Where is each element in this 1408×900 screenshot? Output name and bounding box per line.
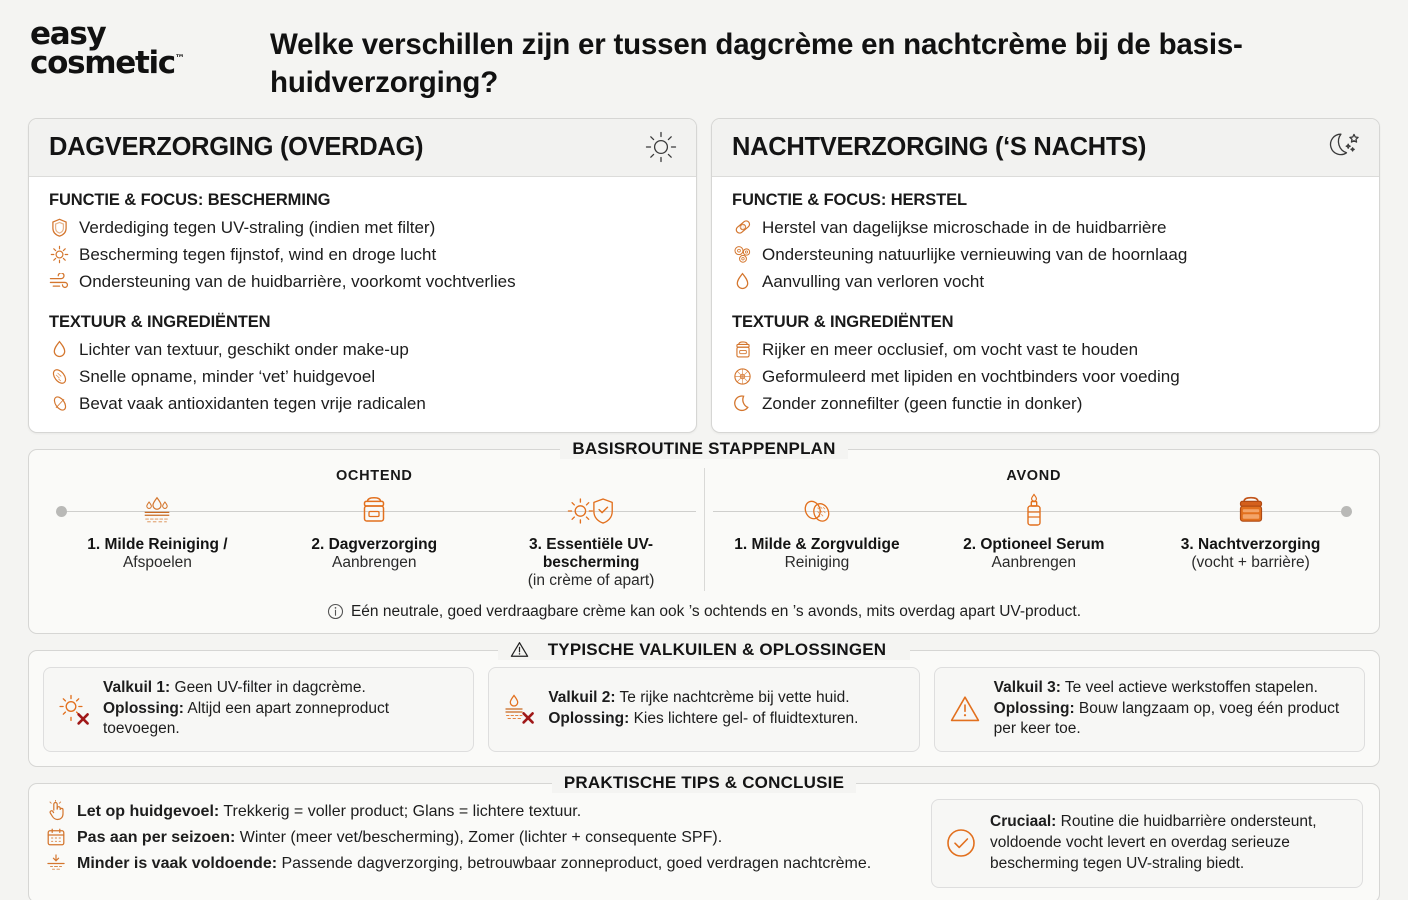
pitfall-text-3 <box>994 678 1352 740</box>
night-care-card <box>711 118 1380 433</box>
feature-text: Verdediging tegen UV-straling (indien met filter) <box>79 217 436 237</box>
page-header <box>0 0 1408 118</box>
evening-steps <box>705 491 1364 573</box>
shield-icon <box>49 216 70 239</box>
brand-line-1: easy <box>30 16 106 52</box>
tip-body: Winter (meer vet/bescherming), Zomer (lichter + consequente SPF). <box>235 828 723 846</box>
cream-jar-icon <box>732 338 753 361</box>
tips-body <box>29 784 1379 900</box>
pitfalls-list <box>29 651 1379 766</box>
pitfall-text-2 <box>548 688 858 729</box>
list-item <box>49 214 678 241</box>
day-feature-list-2 <box>49 336 678 417</box>
day-card-title: DAGVERZORGING (OVERDAG) <box>49 132 424 161</box>
routine-morning-column <box>45 468 705 591</box>
step-title: 1. Milde Reiniging / <box>87 535 228 553</box>
night-card-body <box>712 177 1379 432</box>
night-cream-jar-icon <box>1142 491 1359 531</box>
step-title: 3. Nachtverzorging <box>1180 535 1321 553</box>
night-feature-list-1 <box>732 214 1361 295</box>
list-item <box>45 799 915 825</box>
feature-text: Bevat vaak antioxidanten tegen vrije radicalen <box>79 394 426 414</box>
tips-legend <box>29 773 1379 793</box>
feature-text: Zonder zonnefilter (geen functie in donker) <box>762 394 1083 414</box>
step-subtitle: (vocht + barrière) <box>1191 554 1310 572</box>
pitfall-card-2 <box>488 667 919 752</box>
day-card-header <box>29 119 696 177</box>
pitfall-label: Valkuil 2: <box>548 689 616 707</box>
cream-jar-icon <box>266 491 483 531</box>
cells-icon <box>732 243 753 266</box>
routine-section <box>28 438 1380 634</box>
tip-text-2 <box>77 826 722 850</box>
brand-logo <box>0 14 270 81</box>
lipid-molecule-icon <box>732 365 753 388</box>
evening-step-1 <box>709 491 926 573</box>
sun-shield-icon <box>483 491 700 531</box>
brand-line-2: cosmetic <box>30 44 175 81</box>
morning-step-2 <box>266 491 483 573</box>
day-care-card <box>28 118 697 433</box>
step-title: 2. Optioneel Serum <box>963 535 1105 553</box>
sun-icon <box>644 130 678 164</box>
calendar-icon <box>45 826 67 848</box>
routine-note-text: Eén neutrale, goed verdraagbare crème kan ook ’s ochtends en ’s avonds, mits overdag apart UV-product. <box>350 602 1082 620</box>
list-item <box>732 241 1361 268</box>
feature-text: Ondersteuning van de huidbarrière, voorkomt vochtverlies <box>79 271 516 291</box>
list-item <box>732 391 1361 418</box>
feature-text: Lichter van textuur, geschikt onder make-up <box>79 339 409 359</box>
list-item <box>49 364 678 391</box>
list-item <box>45 851 915 877</box>
routine-legend-label: BASISROUTINE STAPPENPLAN <box>560 439 847 459</box>
pitfalls-legend-label: TYPISCHE VALKUILEN & OPLOSSINGEN <box>536 640 899 660</box>
list-item <box>49 391 678 418</box>
droplet-icon <box>49 338 70 361</box>
touch-hand-icon <box>45 800 67 822</box>
step-subtitle: (in crème of apart) <box>527 572 655 590</box>
list-item <box>49 336 678 363</box>
pitfall-label: Valkuil 3: <box>993 678 1061 696</box>
page-title: Welke verschillen zijn er tussen dagcrème en nachtcrème bij de basis-huidverzorging? <box>270 28 1243 100</box>
cotton-pads-icon <box>709 491 926 531</box>
routine-legend <box>29 439 1379 459</box>
day-section-2-heading: TEXTUUR & INGREDIËNTEN <box>49 313 271 332</box>
list-item <box>49 241 678 268</box>
solution-label: Oplossing: <box>103 699 184 717</box>
evening-step-2 <box>925 491 1142 573</box>
pitfall-card-3 <box>934 667 1365 752</box>
pitfalls-legend <box>29 640 1379 664</box>
list-item <box>732 268 1361 295</box>
bandage-icon <box>732 216 753 239</box>
tip-body: Passende dagverzorging, betrouwbaar zonneproduct, goed verdragen nachtcrème. <box>277 854 872 872</box>
tip-label: Let op huidgevoel: <box>77 802 220 820</box>
pitfall-problem: Te veel actieve werkstoffen stapelen. <box>1060 678 1318 696</box>
evening-label: AVOND <box>1006 467 1062 484</box>
tips-section <box>28 772 1380 900</box>
step-subtitle: Aanbrengen <box>332 554 417 572</box>
conclusion-body: Routine die huidbarrière ondersteunt, voldoende vocht levert en overdag serieuze bescherming tegen UV-straling biedt. <box>990 812 1317 873</box>
step-title: 1. Milde & Zorgvuldige <box>734 535 900 553</box>
solution-text: Kies lichtere gel- of fluidtexturen. <box>629 709 859 727</box>
tip-label: Pas aan per seizoen: <box>77 828 236 846</box>
tip-text-1 <box>77 800 581 824</box>
serum-dropper-icon <box>925 491 1142 531</box>
pitfall-problem: Geen UV-filter in dagcrème. <box>170 678 366 696</box>
morning-steps <box>45 491 704 591</box>
feature-text: Herstel van dagelijkse microschade in de huidbarrière <box>762 217 1167 237</box>
routine-body <box>29 450 1379 633</box>
list-item <box>732 214 1361 241</box>
solution-label: Oplossing: <box>993 699 1075 717</box>
feature-text: Snelle opname, minder ‘vet’ huidgevoel <box>79 367 376 386</box>
check-circle-icon <box>944 826 978 860</box>
tip-text-3 <box>77 852 871 876</box>
moon-stars-icon <box>1325 130 1361 164</box>
step-subtitle: Aanbrengen <box>991 554 1076 572</box>
step-title: 3. Essentiële UV-bescherming <box>529 535 654 572</box>
night-card-title: NACHTVERZORGING (‘S NACHTS) <box>732 132 1147 161</box>
night-card-header <box>712 119 1379 177</box>
no-sun-icon <box>56 692 92 726</box>
night-section-1-heading: FUNCTIE & FOCUS: HERSTEL <box>732 191 968 209</box>
pitfall-problem: Te rijke nachtcrème bij vette huid. <box>615 689 850 707</box>
trademark-symbol: ™ <box>174 53 185 65</box>
no-rich-cream-icon <box>501 692 537 726</box>
night-feature-list-2 <box>732 336 1361 417</box>
info-icon <box>327 603 344 620</box>
pitfall-text-1 <box>103 678 461 740</box>
list-item <box>49 268 678 295</box>
skin-hydration-icon <box>49 491 266 531</box>
tip-label: Minder is vaak voldoende: <box>77 854 278 872</box>
morning-step-3 <box>483 491 700 591</box>
conclusion-card <box>931 799 1363 888</box>
night-section-2-heading: TEXTUUR & INGREDIËNTEN <box>732 313 954 332</box>
sun-small-icon <box>49 243 70 266</box>
step-subtitle: Reiniging <box>784 554 850 572</box>
warning-triangle-icon <box>510 641 529 658</box>
feature-text: Aanvulling van verloren vocht <box>762 271 985 291</box>
evening-step-3 <box>1142 491 1359 573</box>
routine-columns <box>45 468 1363 591</box>
pitfall-card-1 <box>43 667 474 752</box>
pitfalls-section <box>28 639 1380 767</box>
feature-text: Bescherming tegen fijnstof, wind en droge lucht <box>79 244 437 264</box>
feature-text: Geformuleerd met lipiden en vochtbinders voor voeding <box>762 367 1180 386</box>
comparison-cards <box>0 118 1408 433</box>
tips-list <box>45 799 915 877</box>
day-feature-list-1 <box>49 214 678 295</box>
step-subtitle: Afspoelen <box>122 554 192 572</box>
conclusion-text <box>990 811 1348 875</box>
pitfall-label: Valkuil 1: <box>103 678 171 696</box>
feature-text: Rijker en meer occlusief, om vocht vast te houden <box>762 339 1139 359</box>
step-title: 2. Dagverzorging <box>311 535 438 553</box>
less-is-more-icon <box>45 852 67 874</box>
tip-body: Trekkerig = voller product; Glans = lichtere textuur. <box>219 802 582 820</box>
day-card-body <box>29 177 696 432</box>
list-item <box>732 364 1361 391</box>
list-item <box>45 825 915 851</box>
solution-text: Bouw langzaam op, voeg één product per keer toe. <box>993 699 1340 738</box>
solution-label: Oplossing: <box>548 709 630 727</box>
routine-evening-column <box>705 468 1364 591</box>
morning-step-1 <box>49 491 266 573</box>
solution-text: Altijd een apart zonneproduct toevoegen. <box>103 699 390 738</box>
morning-label: OCHTEND <box>335 467 413 484</box>
moon-icon <box>732 392 753 415</box>
sponge-icon <box>49 365 70 388</box>
wind-icon <box>49 270 70 293</box>
tips-legend-label: PRAKTISCHE TIPS & CONCLUSIE <box>552 773 856 793</box>
conclusion-label: Cruciaal: <box>990 812 1057 830</box>
warning-triangle-icon <box>947 694 983 724</box>
droplet-icon <box>732 270 753 293</box>
routine-note <box>45 591 1363 623</box>
feature-text: Ondersteuning natuurlijke vernieuwing van de hoornlaag <box>762 244 1188 264</box>
list-item <box>732 336 1361 363</box>
day-section-1-heading: FUNCTIE & FOCUS: BESCHERMING <box>49 191 331 209</box>
leaf-icon <box>49 392 70 415</box>
